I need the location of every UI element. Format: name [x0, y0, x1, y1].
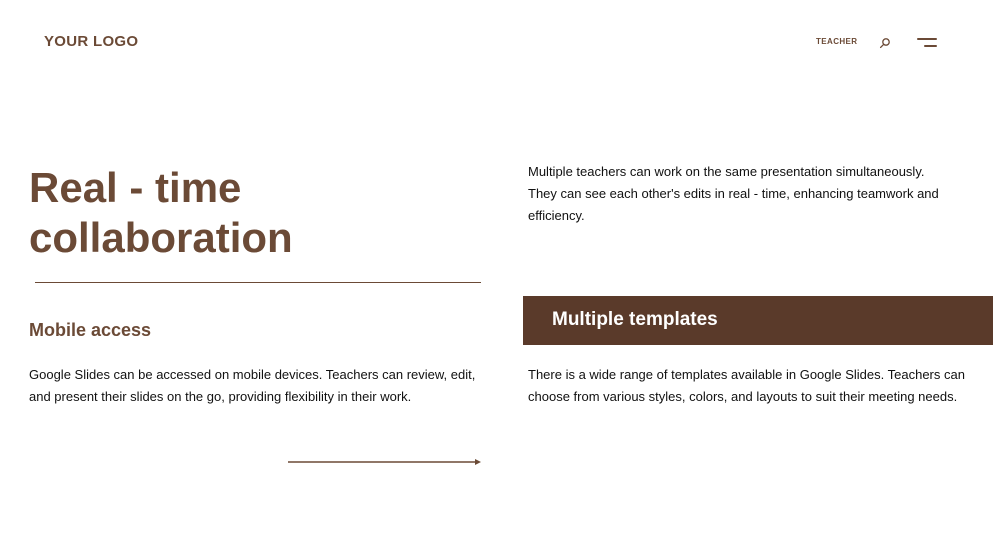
menu-line-top [917, 38, 937, 40]
templates-heading: Multiple templates [552, 309, 718, 330]
menu-line-bottom [924, 45, 937, 47]
mobile-access-description: Google Slides can be accessed on mobile devices. Teachers can review, edit, and present their slides on the go, providing flexibility in their work. [29, 367, 476, 404]
section-divider [35, 282, 481, 283]
page-title-line-1: Real - time [29, 164, 242, 211]
page-title [29, 163, 469, 263]
search-icon-glyph [879, 37, 891, 49]
hamburger-menu-icon[interactable] [917, 37, 937, 49]
search-icon[interactable] [879, 36, 891, 48]
page-title-line-2: collaboration [29, 214, 293, 261]
logo[interactable]: YOUR LOGO [44, 33, 139, 50]
mobile-access-heading: Mobile access [29, 320, 152, 340]
nav-link-teacher[interactable]: TEACHER [816, 37, 858, 46]
collaboration-description: Multiple teachers can work on the same presentation simultaneously. They can see each other's edits in real - time, enhancing teamwork and efficiency. [528, 164, 939, 223]
templates-banner [523, 296, 993, 345]
arrow-right-glyph [288, 456, 484, 468]
arrow-right-icon[interactable] [288, 455, 484, 467]
templates-description: There is a wide range of templates available in Google Slides. Teachers can choose from various styles, colors, and layouts to suit their meeting needs. [528, 367, 965, 404]
